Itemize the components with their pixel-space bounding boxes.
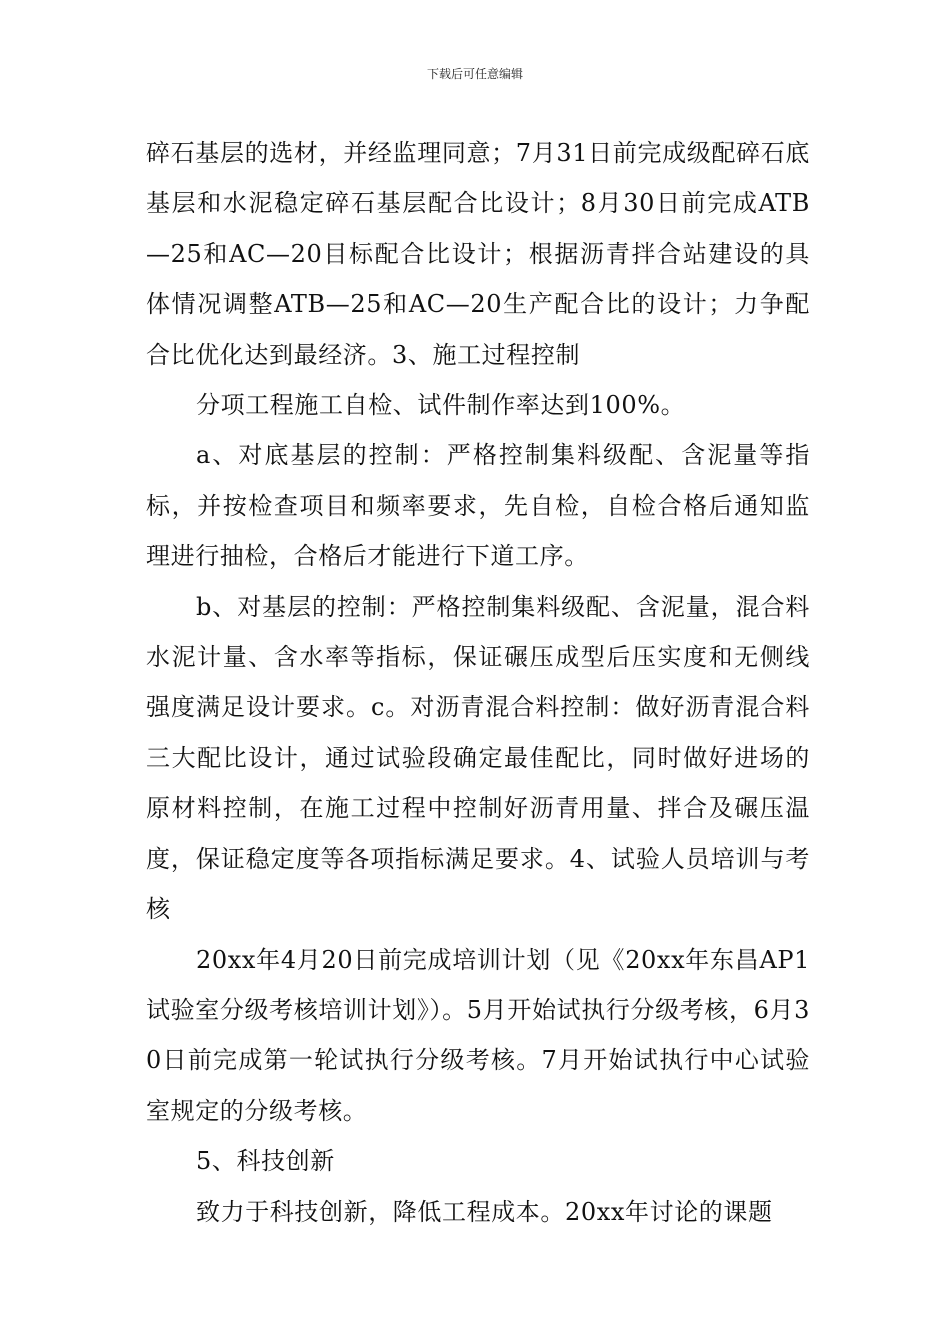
paragraph-training-plan: 20xx年4月20日前完成培训计划（见《20xx年东昌AP1试验室分级考核培训计划》）。5月开始试执行分级考核，6月30日前完成第一轮试执行分级考核。7月开始试执行中心试验室规定的分级考核。 <box>146 945 810 1125</box>
page-header: 下载后可任意编辑 <box>426 67 523 81</box>
paragraph-materials-design: 碎石基层的选材，并经监理同意；7月31日前完成级配碎石底基层和水泥稳定碎石基层配合比设计；8月30日前完成ATB—25和AC—20目标配合比设计；根据沥青拌合站建设的具体情况调整ATB—25和AC—20生产配合比的设计；力争配合比优化达到最经济。3、施工过程控制 <box>146 139 810 369</box>
paragraph-innovation: 致力于科技创新，降低工程成本。20xx年讨论的课题 <box>196 1197 773 1226</box>
paragraph-self-inspection: 分项工程施工自检、试件制作率达到100%。 <box>196 391 686 420</box>
section-heading-innovation: 5、科技创新 <box>196 1147 335 1176</box>
paragraph-base-and-asphalt-control: b、对基层的控制：严格控制集料级配、含泥量，混合料水泥计量、含水率等指标，保证碾压成型后压实度和无侧线强度满足设计要求。c。对沥青混合料控制：做好沥青混合料三大配比设计，通过试验段确定最佳配比，同时做好进场的原材料控制，在施工过程中控制好沥青用量、拌合及碾压温度，保证稳定度等各项指标满足要求。4、试验人员培训与考核 <box>146 592 810 924</box>
paragraph-subbase-control: a、对底基层的控制：严格控制集料级配、含泥量等指标，并按检查项目和频率要求，先自检，自检合格后通知监理进行抽检，合格后才能进行下道工序。 <box>146 441 810 571</box>
document-body <box>146 128 810 1237</box>
